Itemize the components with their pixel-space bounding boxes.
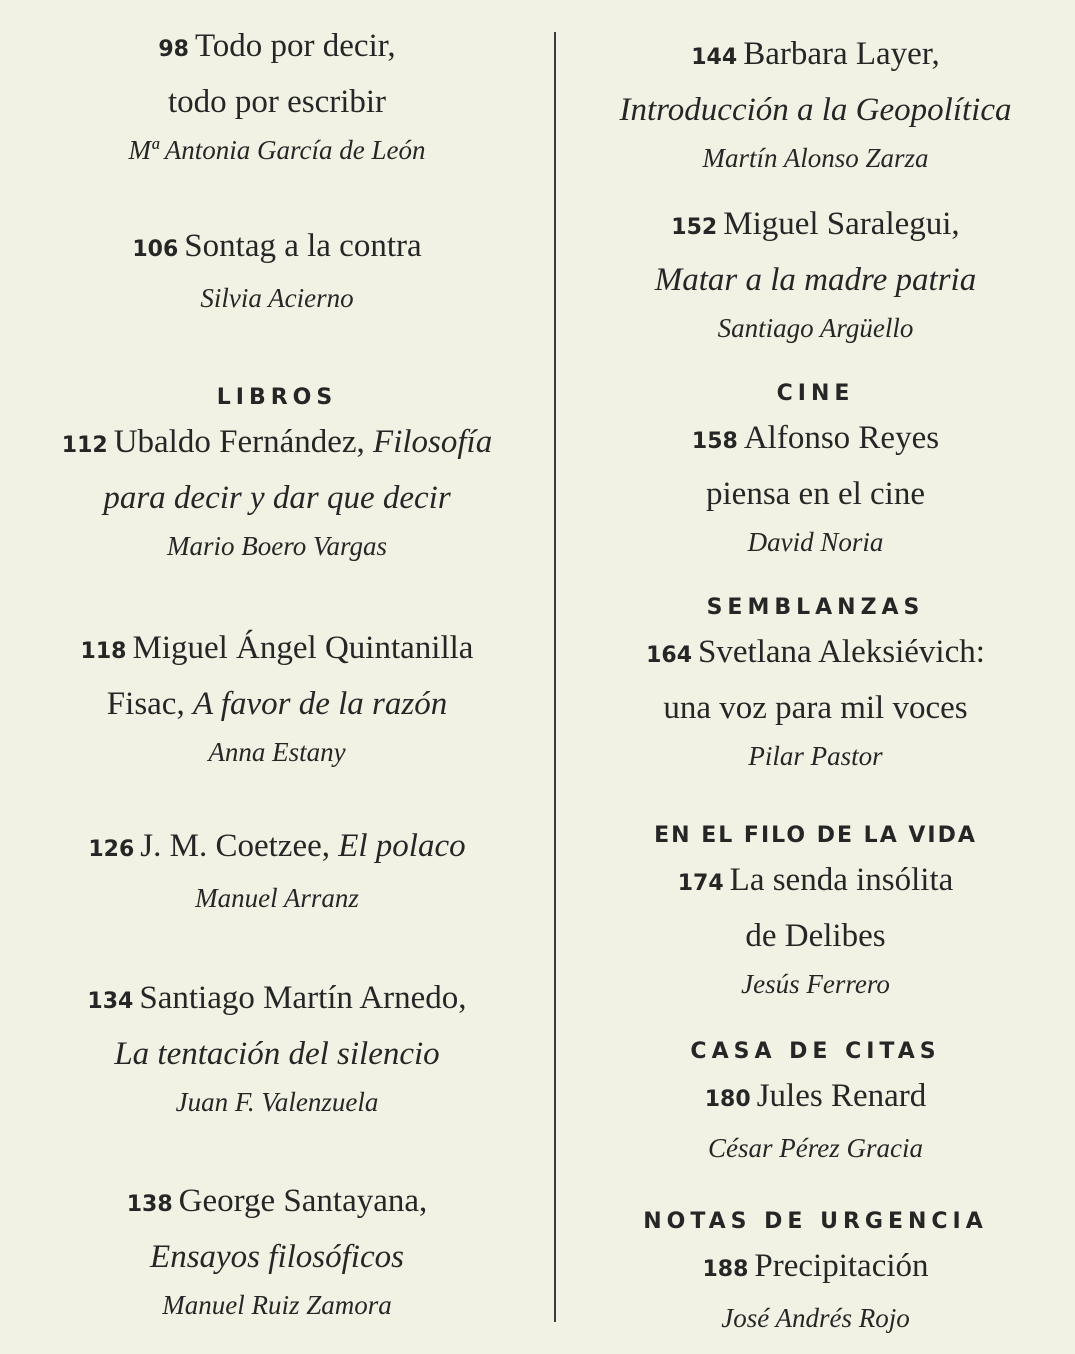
work-title: Introducción a la Geopolítica xyxy=(619,92,1012,128)
page-number: 174 xyxy=(677,871,724,896)
entry-title-line xyxy=(556,254,1075,306)
entry-title-text: todo por escribir xyxy=(167,84,387,120)
entry-title-line xyxy=(556,198,1075,254)
page-number: 138 xyxy=(126,1192,173,1217)
entry-title-text: una voz para mil voces xyxy=(663,690,968,726)
section-heading: CINE xyxy=(776,381,855,406)
entry-title-line xyxy=(556,682,1075,734)
entry-title-line xyxy=(0,1028,554,1080)
entry-title-line xyxy=(0,20,554,76)
toc-entry xyxy=(556,28,1075,180)
toc-entry xyxy=(0,220,554,320)
entry-title-line xyxy=(0,220,554,276)
work-title: Ensayos filosóficos xyxy=(150,1239,404,1275)
entry-title-text: piensa en el cine xyxy=(706,476,925,512)
entry-author: César Pérez Gracia xyxy=(708,1133,923,1163)
entry-title-text: La senda insólita xyxy=(729,862,954,898)
toc-entry xyxy=(556,376,1075,564)
entry-title-text: Jules Renard xyxy=(756,1078,927,1114)
toc-entry xyxy=(556,198,1075,350)
entry-author: Anna Estany xyxy=(208,737,346,767)
page-number: 134 xyxy=(87,989,134,1014)
entry-title-line xyxy=(556,1070,1075,1126)
entry-title-text: Fisac, xyxy=(106,686,193,722)
entry-title-line xyxy=(556,412,1075,468)
toc-entry xyxy=(556,590,1075,778)
toc-entry xyxy=(556,1204,1075,1340)
entry-title-text: Miguel Saralegui, xyxy=(723,206,960,242)
entry-title-text: Miguel Ángel Quintanilla xyxy=(132,630,474,666)
page-number: 98 xyxy=(158,37,189,62)
toc-entry xyxy=(0,972,554,1124)
entry-author: Martín Alonso Zarza xyxy=(702,143,929,173)
entry-author: Santiago Argüello xyxy=(717,313,914,343)
entry-author: Juan F. Valenzuela xyxy=(175,1087,379,1117)
entry-title-line xyxy=(556,84,1075,136)
entry-author: Mario Boero Vargas xyxy=(167,531,387,561)
entry-title-line xyxy=(0,76,554,128)
page-number: 180 xyxy=(704,1087,751,1112)
entry-title-line xyxy=(556,1240,1075,1296)
entry-title-text: J. M. Coetzee, xyxy=(140,828,339,864)
section-heading: EN EL FILO DE LA VIDA xyxy=(654,823,977,848)
toc-entry xyxy=(0,1175,554,1327)
entry-title-line xyxy=(0,416,554,472)
entry-title-line xyxy=(0,622,554,678)
entry-title-text: Barbara Layer, xyxy=(743,36,940,72)
toc-entry xyxy=(556,1034,1075,1170)
page-number: 152 xyxy=(671,215,718,240)
page-number: 126 xyxy=(88,837,135,862)
entry-title-text: Precipitación xyxy=(754,1248,929,1284)
entry-title-text: Svetlana Aleksiévich: xyxy=(698,634,985,670)
entry-title-text: Alfonso Reyes xyxy=(743,420,940,456)
entry-title-line xyxy=(0,820,554,876)
entry-title-text: Sontag a la contra xyxy=(184,228,422,264)
entry-title-line xyxy=(0,678,554,730)
entry-title-text: George Santayana, xyxy=(178,1183,428,1219)
entry-author: Manuel Ruiz Zamora xyxy=(162,1290,392,1320)
toc-entry xyxy=(0,20,554,172)
page-number: 106 xyxy=(132,237,179,262)
section-heading: CASA DE CITAS xyxy=(690,1039,941,1064)
section-heading: NOTAS DE URGENCIA xyxy=(643,1209,988,1234)
toc-entry xyxy=(556,818,1075,1006)
entry-title-line xyxy=(556,468,1075,520)
entry-title-line xyxy=(0,1175,554,1231)
page-number: 144 xyxy=(691,45,738,70)
entry-author: José Andrés Rojo xyxy=(721,1303,910,1333)
toc-entry xyxy=(0,622,554,774)
entry-title-line xyxy=(556,626,1075,682)
work-title: Matar a la madre patria xyxy=(654,262,977,298)
work-title: La tentación del silencio xyxy=(114,1036,440,1072)
entry-author: Mª Antonia García de León xyxy=(128,135,426,165)
entry-title-text: Ubaldo Fernández, xyxy=(113,424,374,460)
entry-title-text: Santiago Martín Arnedo, xyxy=(139,980,467,1016)
entry-author: Jesús Ferrero xyxy=(741,969,890,999)
entry-title-line xyxy=(0,1231,554,1283)
entry-author: Manuel Arranz xyxy=(195,883,359,913)
entry-title-line xyxy=(556,910,1075,962)
entry-title-line xyxy=(0,472,554,524)
work-title: A favor de la razón xyxy=(192,686,448,722)
work-title: para decir y dar que decir xyxy=(103,480,451,516)
page-number: 188 xyxy=(702,1257,749,1282)
section-heading: SEMBLANZAS xyxy=(706,595,925,620)
section-heading: LIBROS xyxy=(216,385,338,410)
entry-author: Pilar Pastor xyxy=(748,741,883,771)
toc-entry xyxy=(0,380,554,568)
page-number: 164 xyxy=(646,643,693,668)
entry-author: Silvia Acierno xyxy=(200,283,354,313)
page-number: 158 xyxy=(691,429,738,454)
entry-title-text: de Delibes xyxy=(745,918,886,954)
work-title: El polaco xyxy=(338,828,466,864)
page-number: 118 xyxy=(80,639,127,664)
page-number: 112 xyxy=(61,433,108,458)
entry-title-line xyxy=(556,854,1075,910)
entry-title-line xyxy=(556,28,1075,84)
entry-title-line xyxy=(0,972,554,1028)
entry-title-text: Todo por decir, xyxy=(194,28,396,64)
entry-author: David Noria xyxy=(747,527,884,557)
work-title: Filosofía xyxy=(373,424,493,460)
toc-entry xyxy=(0,820,554,920)
